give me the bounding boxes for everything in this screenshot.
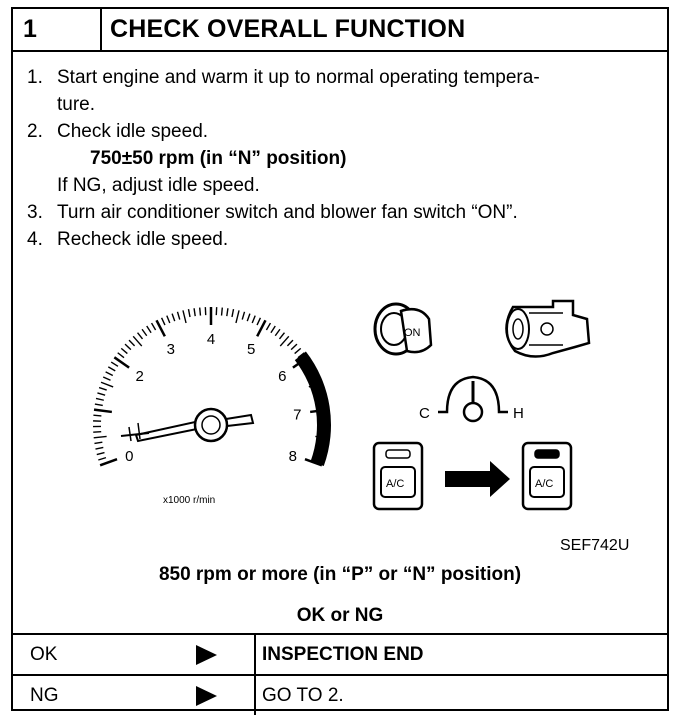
result-condition: 850 rpm or more (in “P” or “N” position) [158,564,522,585]
tachometer-tick [94,442,102,443]
instruction-4-number: 4. [27,229,43,250]
tachometer-number: 3 [166,340,175,358]
tachometer-tick [100,459,117,465]
tachometer-tick [95,447,103,449]
tachometer-tick [279,333,284,339]
tachometer-tick [200,308,201,316]
tachometer-number: 8 [288,447,297,465]
tachometer-tick [99,388,107,391]
instruction-2-number: 2. [27,121,43,142]
tachometer-tick [167,316,170,323]
tachometer-tick [103,377,110,380]
decision-result-ng: GO TO 2. [262,685,344,706]
tachometer-number: 6 [278,368,287,386]
tachometer-tick [108,367,115,371]
tachometer-tick [138,333,143,339]
tachometer-tick [118,353,124,358]
tachometer-tick [252,316,255,323]
tachometer-tick [188,309,190,317]
tachometer-tick [162,318,165,325]
tachometer-tick [247,314,250,322]
ignition-key-icon [375,304,431,354]
tachometer-tick [287,340,293,346]
header-divider [100,9,102,50]
temperature-gauge-icon [419,377,524,422]
instruction-3-text: Turn air conditioner switch and blower fan switch “ON”. [57,202,518,223]
instruction-1-number: 1. [27,67,43,88]
tachometer-tick [271,326,275,333]
tachometer-tick [242,312,244,320]
tachometer-tick [152,323,156,330]
tachometer-tick [94,436,107,437]
tachometer-tick [97,393,105,395]
step-number: 1 [23,15,37,43]
tachometer-tick [280,336,289,346]
tachometer-tick [97,453,105,455]
tachometer-number: 4 [206,331,216,348]
figure-code: SEF742U [560,537,630,554]
tachometer-number: 0 [125,447,134,465]
tachometer-tick [133,336,142,346]
arrow-right-icon [196,645,217,665]
tachometer-tick [222,308,223,316]
ignition-key-label: ON [404,327,421,339]
tachometer-tick [121,348,127,353]
tachometer-tick [232,309,234,317]
instruction-3 [27,199,647,226]
step-title: CHECK OVERALL FUNCTION [110,15,466,43]
tachometer-tick [194,308,195,316]
tachometer-tick [95,404,103,405]
tachometer-numbers [125,331,301,465]
instruction-1-text: Start engine and warm it up to normal operating tempera- [57,67,540,88]
decision-result-ok: INSPECTION END [262,644,424,665]
decision-row-ng [13,674,667,715]
tachometer-needle [121,409,253,441]
decision-table [13,633,667,715]
decision-label-ok: OK [30,644,58,665]
idle-speed-note: If NG, adjust idle speed. [57,175,260,196]
ac-switch-on-icon [523,443,571,509]
tachometer-tick [142,329,147,335]
column-divider [254,676,256,715]
tachometer-number: 2 [135,368,144,386]
tachometer-tick [295,348,301,353]
instruction-list [27,64,647,253]
tachometer-unit: x1000 r/min [163,495,216,506]
tachometer-tick [177,312,179,320]
instruction-1 [27,64,647,91]
instruction-3-number: 3. [27,202,43,223]
tachometer-tick [257,318,260,325]
tachometer-tick [129,340,135,346]
procedure-box [11,7,669,711]
tachometer-number: 5 [247,340,256,358]
instruction-4 [27,226,647,253]
ac-switch-off-icon [374,443,422,509]
tachometer-tick [275,329,280,335]
column-divider [254,635,256,674]
tachometer-tick [106,372,113,376]
arrow-right-icon [196,686,217,706]
tachometer-tick [291,344,297,349]
tachometer-tick [101,382,113,387]
tachometer-tick [236,310,239,323]
tachometer-tick [183,310,186,323]
step-header [13,9,667,52]
tachometer-tick [98,458,106,460]
tachometer-tick [172,314,175,322]
tachometer-tick [93,415,101,416]
tachometer-tick [147,326,151,333]
tachometer-tick [227,308,228,316]
illustration [63,291,663,571]
tachometer [93,307,331,506]
transition-arrow-icon [445,461,510,497]
ac-off-label: A/C [386,478,405,490]
ac-on-label: A/C [535,478,554,490]
instruction-1-continued: ture. [57,94,96,115]
temp-cold-label: C [419,405,430,422]
tachometer-tick [125,344,131,349]
tachometer-tick [96,398,104,400]
instruction-2-text: Check idle speed. [57,121,209,142]
instruction-2 [27,118,647,145]
blower-fan-icon [506,301,589,357]
idle-speed-spec: 750±50 rpm (in “N” position) [90,148,347,169]
tachometer-tick [266,323,270,330]
instruction-4-text: Recheck idle speed. [57,229,229,250]
tachometer-tick [94,410,112,412]
temp-hot-label: H [513,405,524,422]
result-question: OK or NG [296,605,384,626]
tachometer-tick [111,362,118,366]
tachometer-number: 7 [293,406,302,424]
decision-label-ng: NG [30,685,59,706]
decision-row-ok [13,635,667,674]
